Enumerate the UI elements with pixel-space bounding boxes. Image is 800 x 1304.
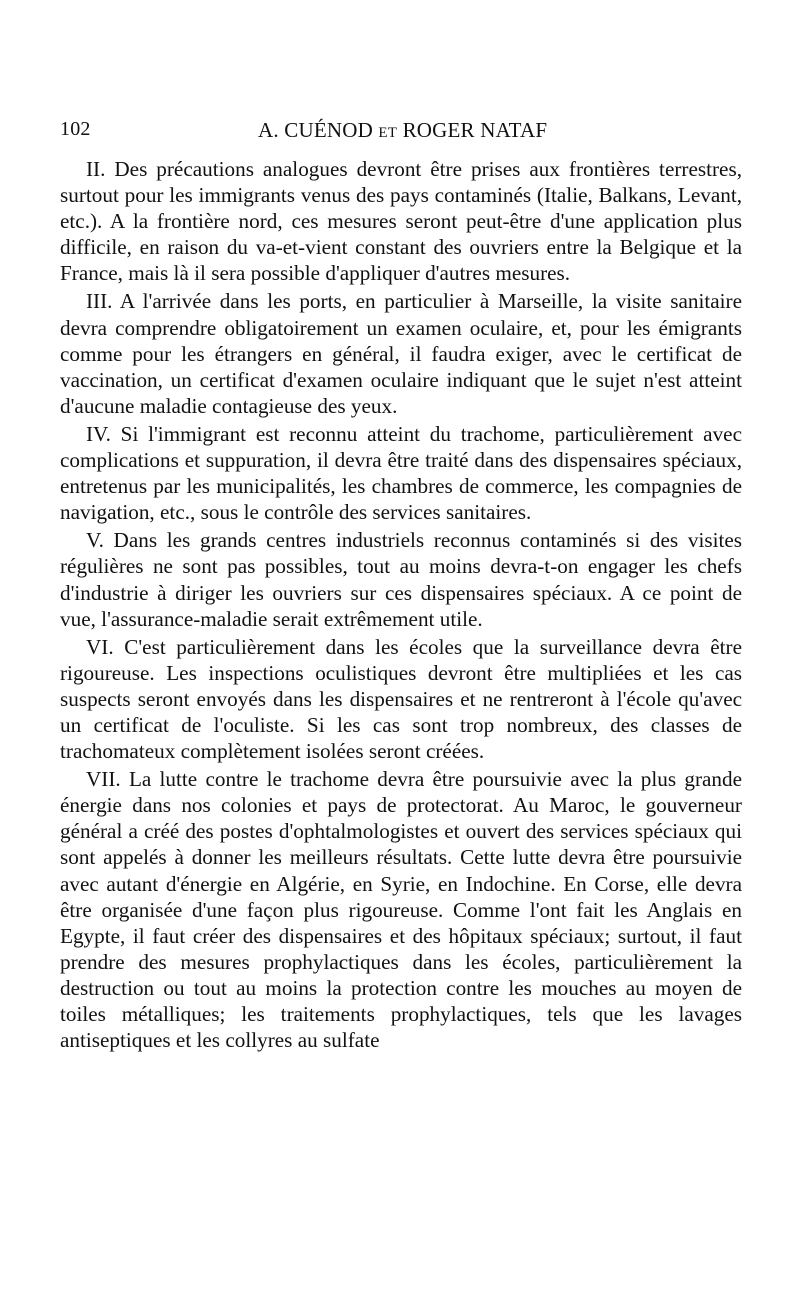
body-text <box>60 156 742 1053</box>
page-number: 102 <box>60 118 91 140</box>
book-page <box>60 112 742 1055</box>
paragraph-v: V. Dans les grands centres industriels reconnus contaminés si des visites régulières ne sont pas possibles, tout au moins devra-t-on engager les chefs d'industrie à diriger les ouvriers sur ces dispensaires spéciaux. A ce point de vue, l'assurance-maladie serait extrêmement utile. <box>60 528 742 631</box>
paragraph-vi: VI. C'est particulièrement dans les écoles que la surveillance devra être rigoureuse. Les inspections oculistiques devront être multipliées et les cas suspects seront envoyés dans les dispensaires et ne rentreront à l'école qu'avec un certificat de l'oculiste. Si les cas sont trop nombreux, des classes de trachomateux complètement isolées seront créées. <box>60 634 742 764</box>
paragraph-ii: II. Des précautions analogues devront être prises aux frontières terrestres, surtout pour les immigrants venus des pays contaminés (Italie, Balkans, Levant, etc.). A la frontière nord, ces mesures seront peut-être d'une application plus difficile, en raison du va-et-vient constant des ouvriers entre la Belgique et la France, mais là il sera possible d'appliquer d'autres mesures. <box>60 157 742 286</box>
running-title: A. CUÉNOD et ROGER NATAF <box>258 118 548 142</box>
running-head <box>60 112 742 148</box>
paragraph-iv: IV. Si l'immigrant est reconnu atteint du trachome, particulièrement avec complications et suppuration, il devra être traité dans des dispensaires spéciaux, entretenus par les municipalités, les chambres de commerce, les compagnies de navigation, etc., sous le contrôle des services sanitaires. <box>60 421 742 525</box>
paragraph-vii: VII. La lutte contre le trachome devra être poursuivie avec la plus grande énergie dans nos colonies et pays de protectorat. Au Maroc, le gouverneur général a créé des postes d'ophtalmologistes et ouvert des services spéciaux qui sont appelés à donner les meilleurs résultats. Cette lutte devra être poursuivie avec autant d'énergie en Algérie, en Syrie, en Indochine. En Corse, elle devra être organisée d'une façon plus rigoureuse. Comme l'ont fait les Anglais en Egypte, il faut créer des dispensaires et des hôpitaux spéciaux; surtout, il faut prendre des mesures prophylactiques dans les écoles, particulièrement la destruction ou tout au moins la protection contre les mouches au moyen de toiles métalliques; les traitements prophylactiques, tels que les lavages antiseptiques et les collyres au sulfate <box>60 767 742 1053</box>
paragraph-iii: III. A l'arrivée dans les ports, en particulier à Marseille, la visite sanitaire devra comprendre obligatoirement un examen oculaire, et, pour les émigrants comme pour les étrangers en général, il faudra exiger, avec le certificat de vaccination, un certificat d'examen oculaire indiquant que le sujet n'est atteint d'aucune maladie contagieuse des yeux. <box>60 289 742 418</box>
